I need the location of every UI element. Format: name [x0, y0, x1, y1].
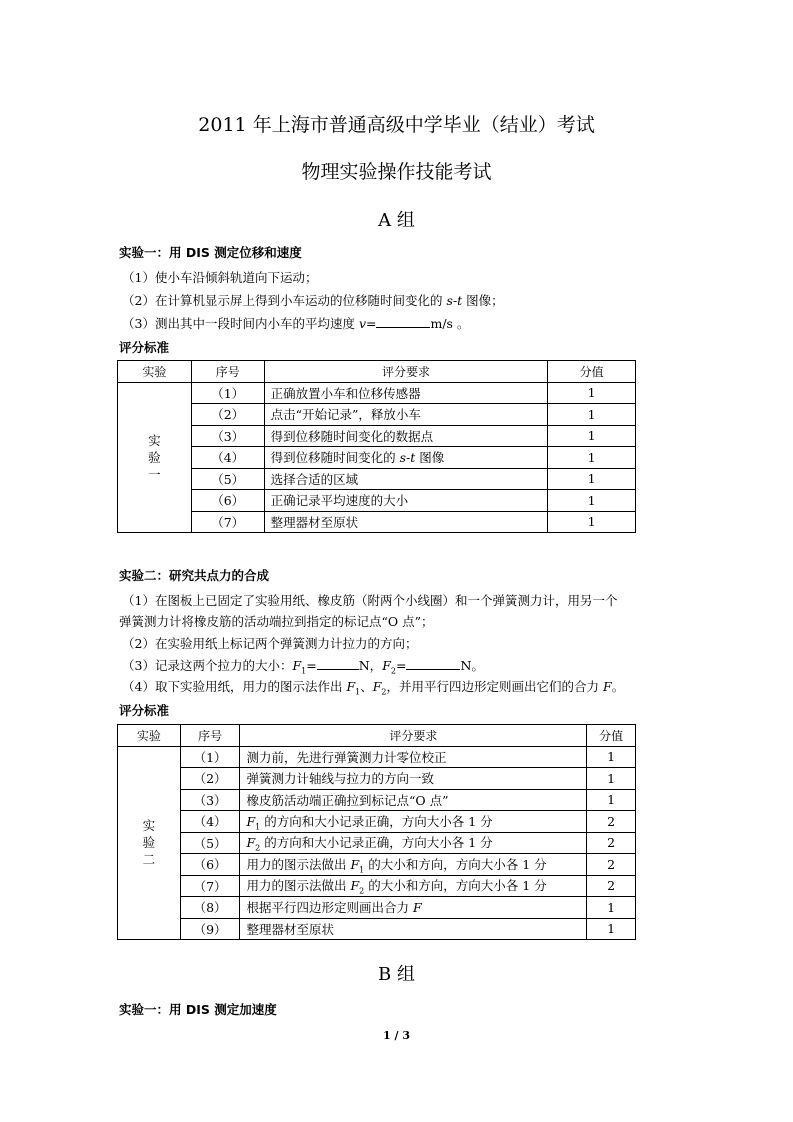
group-b-exp1-heading: 实验一：用 DIS 测定加速度: [119, 1002, 277, 1017]
exp2-step1a: （1）在图板上已固定了实验用纸、橡皮筋（附两个小线圈）和一个弹簧测力计，用另一个: [122, 593, 618, 608]
table-row: （4） 得到位移随时间变化的 s-t 图像 1: [118, 447, 636, 469]
table-row: 实 验 一 （1） 正确放置小车和位移传感器 1: [118, 382, 636, 404]
group-a-label: A 组: [378, 210, 415, 231]
table-row: （3） 橡皮筋活动端正确拉到标记点“O 点” 1: [118, 789, 636, 811]
experiment-label: 实 验 二: [118, 746, 181, 940]
table-row: （9） 整理器材至原状 1: [118, 918, 636, 940]
velocity-blank: [376, 315, 430, 328]
exp2-criteria-label: 评分标准: [119, 703, 170, 718]
table-row: （6） 用力的图示法做出 $F_1$ 的大小和方向，方向大小各 1 分 2: [118, 854, 636, 876]
table-header-row: [118, 361, 636, 383]
group-b-label: B 组: [378, 964, 415, 985]
table-row: （2） 弹簧测力计轴线与拉力的方向一致 1: [118, 768, 636, 790]
table-row: （7） 用力的图示法做出 $F_2$ 的大小和方向，方向大小各 1 分 2: [118, 875, 636, 897]
exp2-step2: （2）在实验用纸上标记两个弹簧测力计拉力的方向；: [122, 636, 418, 651]
table-row: （5） 选择合适的区域 1: [118, 468, 636, 490]
page-number: 1 / 3: [383, 1029, 410, 1042]
exp1-criteria-label: 评分标准: [119, 340, 170, 355]
table-row: （6） 正确记录平均速度的大小 1: [118, 490, 636, 512]
exp1-step2: （2）在计算机显示屏上得到小车运动的位移随时间变化的 s-t 图像；: [122, 293, 504, 308]
exp1-step3: （3）测出其中一段时间内小车的平均速度 v= m/s 。: [122, 316, 470, 331]
header-experiment: 实验: [118, 725, 181, 747]
header-score: 分值: [587, 725, 636, 747]
exp1-criteria-table: [117, 360, 636, 533]
table-row: （3） 得到位移随时间变化的数据点 1: [118, 425, 636, 447]
header-requirement: 评分要求: [264, 361, 548, 383]
exp2-heading: 实验二：研究共点力的合成: [119, 568, 270, 583]
header-score: 分值: [548, 361, 636, 383]
table-header-row: [118, 725, 636, 747]
doc-title: 2011 年上海市普通高级中学毕业（结业）考试: [198, 114, 595, 136]
f1-blank: [317, 657, 359, 670]
table-row: （8） 根据平行四边形定则画出合力 F 1: [118, 897, 636, 919]
exp2-step4: （4）取下实验用纸，用力的图示法作出 $F_1$、$F_2$，并用平行四边形定则画出它们的合力 F。: [122, 679, 625, 697]
header-number: 序号: [191, 361, 264, 383]
header-number: 序号: [180, 725, 240, 747]
exp1-step1: （1）使小车沿倾斜轨道向下运动；: [122, 270, 318, 285]
exp1-heading: 实验一：用 DIS 测定位移和速度: [119, 245, 302, 260]
exp2-criteria-table: [117, 724, 636, 940]
table-row: （7） 整理器材至原状 1: [118, 511, 636, 533]
table-row: （5） $F_2$ 的方向和大小记录正确，方向大小各 1 分 2: [118, 832, 636, 854]
exp2-step1b: 弹簧测力计将橡皮筋的活动端拉到指定的标记点“O 点”；: [119, 614, 434, 629]
exp2-step3: （3）记录这两个拉力的大小：$F_1= N$，$F_2= N$。: [122, 658, 484, 676]
f2-blank: [406, 657, 460, 670]
header-requirement: 评分要求: [240, 725, 587, 747]
table-row: （4） $F_1$ 的方向和大小记录正确，方向大小各 1 分 2: [118, 811, 636, 833]
table-row: 实 验 二 （1） 测力前，先进行弹簧测力计零位校正 1: [118, 746, 636, 768]
doc-subtitle: 物理实验操作技能考试: [301, 161, 492, 183]
table-row: （2） 点击“开始记录”，释放小车 1: [118, 404, 636, 426]
experiment-label: 实 验 一: [118, 382, 192, 533]
header-experiment: 实验: [118, 361, 192, 383]
